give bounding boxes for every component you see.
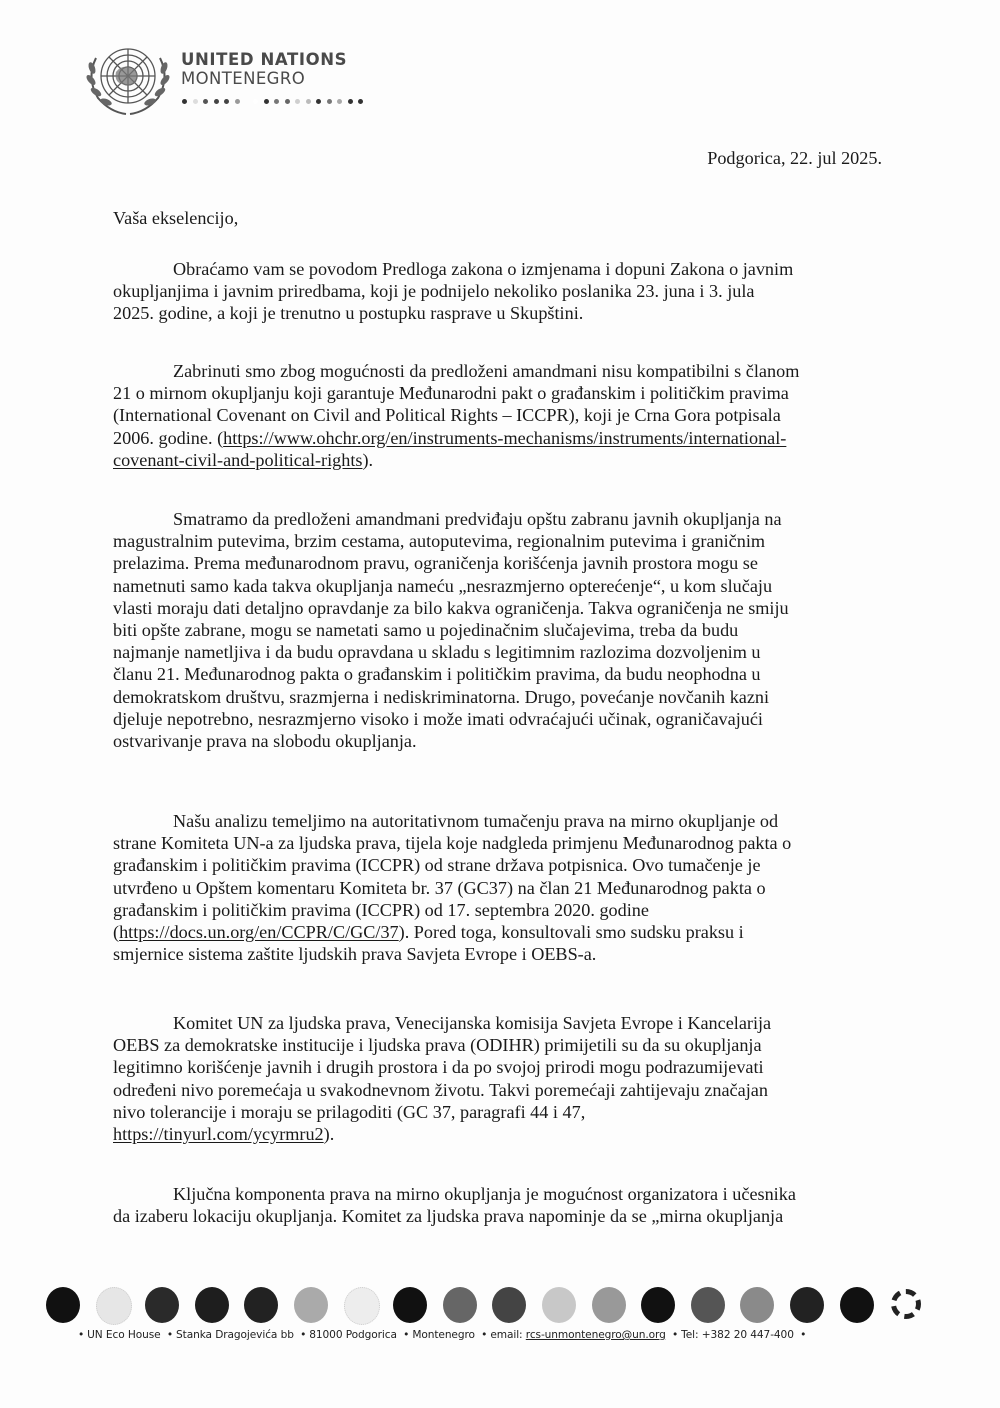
line-text: ). Pored toga, konsultovali smo sudsku praksu i xyxy=(398,921,744,942)
footer-dot xyxy=(344,1287,380,1325)
paragraph-line: članu 21. Međunarodnog pakta o građanskim i političkim pravima, da budu neophodna u xyxy=(113,664,761,685)
footer-dot xyxy=(244,1287,278,1323)
paragraph-line: Zabrinuti smo zbog mogućnosti da predloženi amandmani nisu kompatibilni s članom xyxy=(173,361,800,381)
footer-dot xyxy=(790,1287,824,1323)
paragraph-line: Obraćamo vam se povodom Predloga zakona o izmjenama i dopuni Zakona o javnim xyxy=(173,259,794,279)
line-text: ). xyxy=(323,1123,335,1144)
header-dot xyxy=(264,99,269,104)
tinyurl-link[interactable]: https://tinyurl.com/ycyrmru2 xyxy=(113,1123,324,1144)
ohchr-link-continued[interactable]: covenant-civil-and-political-rights xyxy=(113,449,363,470)
paragraph-line: najmanje nametljiva i da budu opravdana u skladu s legitimnim razlozima dozvoljenim u xyxy=(113,642,761,663)
footer-address-item: UN Eco House xyxy=(87,1329,161,1341)
header-dot xyxy=(193,99,198,104)
header-dot xyxy=(274,99,279,104)
bullet: • xyxy=(300,1329,307,1341)
bullet: • xyxy=(166,1329,174,1341)
footer-address-item: Stanka Dragojevića bb xyxy=(176,1329,294,1341)
paragraph-2 xyxy=(113,360,893,471)
line-text: 2006. godine. ( xyxy=(113,427,224,448)
footer-dot xyxy=(145,1287,179,1323)
paragraph-line: prelazima. Prema međunarodnom pravu, ograničenja korišćenja javnih prostora mogu se xyxy=(113,553,758,574)
footer-contact xyxy=(75,1329,809,1341)
paragraph-line: legitimno korišćenje javnih i drugih prostora i da po svojoj prirodi mogu podrazumijevati xyxy=(113,1057,764,1078)
paragraph-line: Smatramo da predloženi amandmani predviđaju opštu zabranu javnih okupljanja na xyxy=(173,509,782,529)
paragraph-1 xyxy=(113,258,893,325)
paragraph-line: Komitet UN za ljudska prava, Venecijanska komisija Savjeta Evrope i Kancelarija xyxy=(173,1013,772,1033)
paragraph-line xyxy=(113,449,893,471)
header-dot xyxy=(182,99,187,104)
footer-dot xyxy=(393,1287,427,1323)
footer-dot xyxy=(46,1287,80,1323)
paragraph-line xyxy=(113,921,893,943)
un-emblem-icon xyxy=(80,38,176,118)
paragraph-3 xyxy=(113,508,893,752)
letter-date: Podgorica, 22. jul 2025. xyxy=(707,148,882,168)
paragraph-line: demokratskom društvu, srazmjerna i nediskriminatorna. Drugo, povećanje novčanih kazni xyxy=(113,686,770,707)
header-dot xyxy=(306,99,311,104)
paragraph-line: biti opšte zabrane, mogu se nametati samo u pojedinačnim slučajevima, treba da budu xyxy=(113,619,739,640)
header-dot xyxy=(224,99,229,104)
email-link[interactable]: rcs-unmontenegro@un.org xyxy=(525,1329,666,1341)
paragraph-line: utvrđeno u Opštem komentaru Komiteta br. 37 (GC37) na član 21 Međunarodnog pakta o xyxy=(113,877,766,898)
header-dot xyxy=(295,99,300,104)
paragraph-line: 21 o mirnom okupljanju koji garantuje Međunarodni pakt o građanskim i političkim pravima xyxy=(113,383,789,404)
bullet: • xyxy=(78,1329,85,1341)
line-text: ). xyxy=(362,449,374,470)
bullet: • xyxy=(481,1329,488,1341)
footer-dot xyxy=(840,1287,874,1323)
header-dot xyxy=(285,99,290,104)
header-dot xyxy=(235,99,240,104)
footer-dot xyxy=(443,1287,477,1323)
bullet: • xyxy=(800,1329,807,1341)
header-dot xyxy=(327,99,332,104)
paragraph-line: smjernice sistema zaštite ljudskih prava Savjeta Evrope i OEBS-a. xyxy=(113,944,597,965)
header-dot xyxy=(316,99,321,104)
footer-dot xyxy=(740,1287,774,1323)
footer-dot xyxy=(592,1287,626,1323)
paragraph-line: 2025. godine, a koji je trenutno u postupku rasprave u Skupštini. xyxy=(113,303,584,324)
footer-dot-row xyxy=(46,1287,956,1325)
ohchr-link[interactable]: https://www.ohchr.org/en/instruments-mechanisms/instruments/international- xyxy=(223,427,787,448)
bullet: • xyxy=(672,1329,679,1341)
header-dot xyxy=(203,99,208,104)
bullet: • xyxy=(403,1329,410,1341)
tel-number: +382 20 447-400 xyxy=(701,1329,794,1341)
gc37-link[interactable]: https://docs.un.org/en/CCPR/C/GC/37 xyxy=(119,921,399,942)
footer-dot xyxy=(294,1287,328,1323)
header-dot xyxy=(348,99,353,104)
paragraph-5 xyxy=(113,1012,893,1145)
footer-address-item: 81000 Podgorica xyxy=(309,1329,397,1341)
paragraph-line: strane Komiteta UN-a za ljudska prava, tijela koje nadgleda primjenu Međunarodnog pakta o xyxy=(113,833,792,854)
paragraph-line: OEBS za demokratske institucije i ljudska prava (ODIHR) primijetili su da su okupljanja xyxy=(113,1035,762,1056)
header-dot-row xyxy=(182,99,369,104)
sdg-wheel-icon xyxy=(891,1289,921,1319)
paragraph-line: djeluje nepotrebno, nesrazmjerno visoko i može imati odvraćajući učinak, ograničavajući xyxy=(113,708,763,729)
footer-dot xyxy=(542,1287,576,1323)
footer-dot xyxy=(641,1287,675,1323)
email-label: email: xyxy=(490,1329,523,1341)
paragraph-line: (International Covenant on Civil and Political Rights – ICCPR), koji je Crna Gora potpisala xyxy=(113,405,781,426)
organization-name xyxy=(181,50,347,88)
header-dot xyxy=(337,99,342,104)
paragraph-line: Ključna komponenta prava na mirno okupljanja je mogućnost organizatora i učesnika xyxy=(173,1184,796,1204)
footer-address-item: Montenegro xyxy=(412,1329,475,1341)
header-dot xyxy=(214,99,219,104)
line-text: ( xyxy=(113,921,120,942)
paragraph-line: određeni nivo poremećaja u svakodnevnom životu. Takvi poremećaji zahtijevaju značajan xyxy=(113,1079,768,1100)
paragraph-line: magustralnim putevima, brzim cestama, autoputevima, regionalnim putevima i graničnim xyxy=(113,531,766,552)
footer-dot xyxy=(195,1287,229,1323)
paragraph-line: građanskim i političkim pravima (ICCPR) od strane država potpisnica. Ovo tumačenje je xyxy=(113,855,761,876)
org-name-line2: MONTENEGRO xyxy=(181,69,306,88)
paragraph-line xyxy=(113,427,893,449)
footer-dot xyxy=(96,1287,132,1325)
paragraph-line: okupljanjima i javnim priredbama, koji je podnijelo nekoliko poslanika 23. juna i 3. jula xyxy=(113,281,755,302)
header-dot xyxy=(358,99,363,104)
paragraph-line xyxy=(113,1123,893,1145)
paragraph-line: da izaberu lokaciju okupljanja. Komitet za ljudska prava napominje da se „mirna okupljanja xyxy=(113,1206,784,1227)
paragraph-line: građanskim i političkim pravima (ICCPR) od 17. septembra 2020. godine xyxy=(113,899,649,920)
header-dot xyxy=(253,99,258,104)
paragraph-line: nametnuti samo kada takva okupljanja nameću „nesrazmjerno opterećenje“, u kom slučaju xyxy=(113,575,773,596)
paragraph-line: Našu analizu temeljimo na autoritativnom tumačenju prava na mirno okupljanje od xyxy=(173,811,779,831)
salutation: Vaša ekselencijo, xyxy=(113,208,239,228)
footer-dot xyxy=(691,1287,725,1323)
org-name-line1: UNITED NATIONS xyxy=(181,50,348,69)
paragraph-line: ostvarivanje prava na slobodu okupljanja. xyxy=(113,730,417,751)
paragraph-6 xyxy=(113,1183,893,1227)
paragraph-line: vlasti moraju dati detaljno opravdanje za bilo kakva ograničenja. Takva ograničenja ne smiju xyxy=(113,597,789,618)
paragraph-line: nivo tolerancije i moraju se prilagoditi (GC 37, paragrafi 44 i 47, xyxy=(113,1101,586,1122)
footer-dot xyxy=(492,1287,526,1323)
paragraph-4 xyxy=(113,810,893,965)
tel-label: Tel: xyxy=(681,1329,699,1341)
